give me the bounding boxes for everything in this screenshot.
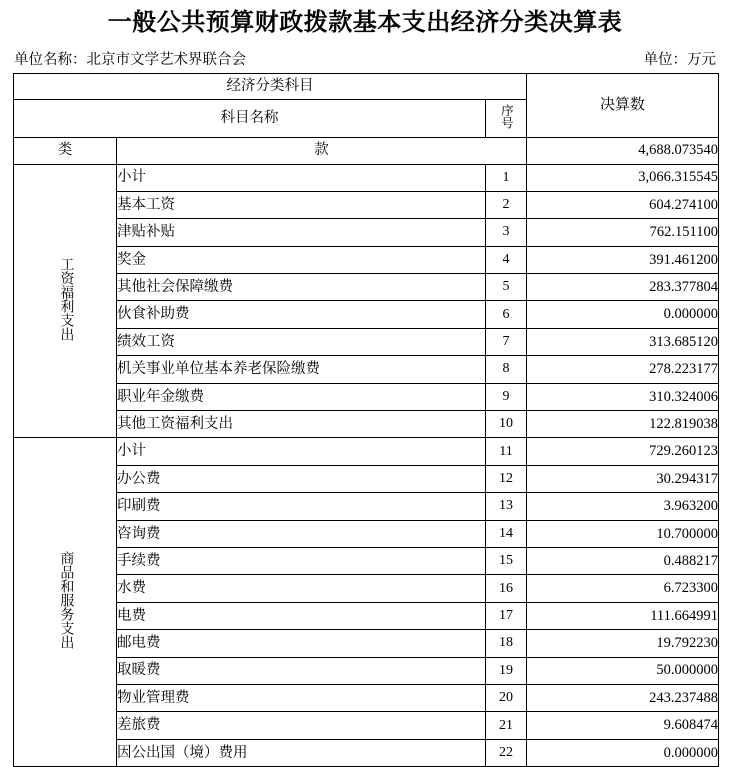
level-class-label: 类 bbox=[14, 137, 117, 164]
row-final-account-value: 283.377804 bbox=[527, 274, 719, 301]
row-final-account-value: 0.000000 bbox=[527, 301, 719, 328]
table-row bbox=[14, 438, 719, 465]
table-row bbox=[14, 465, 719, 492]
category-label-cell bbox=[14, 164, 117, 438]
category-label-cell bbox=[14, 438, 117, 767]
row-subject-name: 电费 bbox=[117, 602, 486, 629]
page-title: 一般公共预算财政拨款基本支出经济分类决算表 bbox=[0, 0, 730, 35]
row-sequence-number: 10 bbox=[486, 411, 527, 438]
row-subject-name: 其他社会保障缴费 bbox=[117, 274, 486, 301]
table-row bbox=[14, 356, 719, 383]
row-sequence-number: 17 bbox=[486, 602, 527, 629]
row-sequence-number: 16 bbox=[486, 575, 527, 602]
table-row bbox=[14, 657, 719, 684]
row-subject-name: 其他工资福利支出 bbox=[117, 411, 486, 438]
table-row bbox=[14, 630, 719, 657]
row-sequence-number: 1 bbox=[486, 164, 527, 191]
budget-table-body bbox=[14, 73, 719, 767]
table-row bbox=[14, 493, 719, 520]
table-row bbox=[14, 547, 719, 574]
row-final-account-value: 278.223177 bbox=[527, 356, 719, 383]
row-final-account-value: 30.294317 bbox=[527, 465, 719, 492]
row-sequence-number: 3 bbox=[486, 219, 527, 246]
row-final-account-value: 122.819038 bbox=[527, 411, 719, 438]
row-subject-name: 因公出国（境）费用 bbox=[117, 739, 486, 766]
row-final-account-value: 10.700000 bbox=[527, 520, 719, 547]
row-sequence-number: 14 bbox=[486, 520, 527, 547]
row-sequence-number: 22 bbox=[486, 739, 527, 766]
row-subject-name: 物业管理费 bbox=[117, 684, 486, 711]
row-subject-name: 绩效工资 bbox=[117, 328, 486, 355]
row-subject-name: 津贴补贴 bbox=[117, 219, 486, 246]
row-sequence-number: 7 bbox=[486, 328, 527, 355]
row-subject-name: 职业年金缴费 bbox=[117, 383, 486, 410]
table-row bbox=[14, 328, 719, 355]
header-economic-category: 经济分类科目 bbox=[14, 73, 527, 99]
row-final-account-value: 19.792230 bbox=[527, 630, 719, 657]
row-subject-name: 取暖费 bbox=[117, 657, 486, 684]
table-row bbox=[14, 301, 719, 328]
row-subject-name: 机关事业单位基本养老保险缴费 bbox=[117, 356, 486, 383]
report-meta bbox=[0, 35, 730, 73]
table-level-row bbox=[14, 137, 719, 164]
table-row bbox=[14, 712, 719, 739]
row-subject-name: 水费 bbox=[117, 575, 486, 602]
row-sequence-number: 18 bbox=[486, 630, 527, 657]
header-final-account-amount: 决算数 bbox=[527, 73, 719, 137]
row-subject-name: 基本工资 bbox=[117, 191, 486, 218]
table-row bbox=[14, 274, 719, 301]
row-sequence-number: 13 bbox=[486, 493, 527, 520]
row-subject-name: 印刷费 bbox=[117, 493, 486, 520]
row-final-account-value: 313.685120 bbox=[527, 328, 719, 355]
table-row bbox=[14, 383, 719, 410]
row-sequence-number: 5 bbox=[486, 274, 527, 301]
row-subject-name: 差旅费 bbox=[117, 712, 486, 739]
row-final-account-value: 3,066.315545 bbox=[527, 164, 719, 191]
row-final-account-value: 0.000000 bbox=[527, 739, 719, 766]
table-row bbox=[14, 246, 719, 273]
table-row bbox=[14, 520, 719, 547]
row-final-account-value: 50.000000 bbox=[527, 657, 719, 684]
row-final-account-value: 3.963200 bbox=[527, 493, 719, 520]
row-subject-name: 小计 bbox=[117, 438, 486, 465]
row-subject-name: 邮电费 bbox=[117, 630, 486, 657]
category-label-text: 工资福利支出 bbox=[58, 257, 73, 341]
row-sequence-number: 11 bbox=[486, 438, 527, 465]
row-final-account-value: 9.608474 bbox=[527, 712, 719, 739]
row-subject-name: 奖金 bbox=[117, 246, 486, 273]
row-sequence-number: 12 bbox=[486, 465, 527, 492]
row-sequence-number: 19 bbox=[486, 657, 527, 684]
row-final-account-value: 391.461200 bbox=[527, 246, 719, 273]
header-sequence-number bbox=[486, 99, 527, 137]
row-subject-name: 办公费 bbox=[117, 465, 486, 492]
row-subject-name: 咨询费 bbox=[117, 520, 486, 547]
row-subject-name: 手续费 bbox=[117, 547, 486, 574]
row-final-account-value: 243.237488 bbox=[527, 684, 719, 711]
category-label-text: 商品和服务支出 bbox=[58, 551, 73, 649]
row-sequence-number: 6 bbox=[486, 301, 527, 328]
row-subject-name: 伙食补助费 bbox=[117, 301, 486, 328]
row-final-account-value: 729.260123 bbox=[527, 438, 719, 465]
level-section-label: 款 bbox=[117, 137, 527, 164]
row-sequence-number: 20 bbox=[486, 684, 527, 711]
row-final-account-value: 310.324006 bbox=[527, 383, 719, 410]
table-row bbox=[14, 411, 719, 438]
row-final-account-value: 762.151100 bbox=[527, 219, 719, 246]
budget-table bbox=[13, 73, 719, 767]
table-row bbox=[14, 164, 719, 191]
table-row bbox=[14, 602, 719, 629]
table-row bbox=[14, 684, 719, 711]
row-final-account-value: 0.488217 bbox=[527, 547, 719, 574]
row-final-account-value: 604.274100 bbox=[527, 191, 719, 218]
header-sequence-number-text: 序号 bbox=[500, 104, 513, 129]
row-subject-name: 小计 bbox=[117, 164, 486, 191]
row-sequence-number: 4 bbox=[486, 246, 527, 273]
table-row bbox=[14, 191, 719, 218]
amount-unit-label: 单位：万元 bbox=[644, 53, 717, 68]
table-header-row-group bbox=[14, 73, 719, 99]
row-final-account-value: 111.664991 bbox=[527, 602, 719, 629]
unit-name-label: 单位名称：北京市文学艺术界联合会 bbox=[14, 53, 246, 68]
table-row bbox=[14, 219, 719, 246]
header-subject-name: 科目名称 bbox=[14, 99, 486, 137]
table-row bbox=[14, 739, 719, 766]
row-final-account-value: 6.723300 bbox=[527, 575, 719, 602]
row-sequence-number: 8 bbox=[486, 356, 527, 383]
budget-table-wrapper bbox=[0, 73, 730, 767]
row-sequence-number: 15 bbox=[486, 547, 527, 574]
row-sequence-number: 9 bbox=[486, 383, 527, 410]
table-row bbox=[14, 575, 719, 602]
grand-total-value: 4,688.073540 bbox=[527, 137, 719, 164]
row-sequence-number: 2 bbox=[486, 191, 527, 218]
row-sequence-number: 21 bbox=[486, 712, 527, 739]
